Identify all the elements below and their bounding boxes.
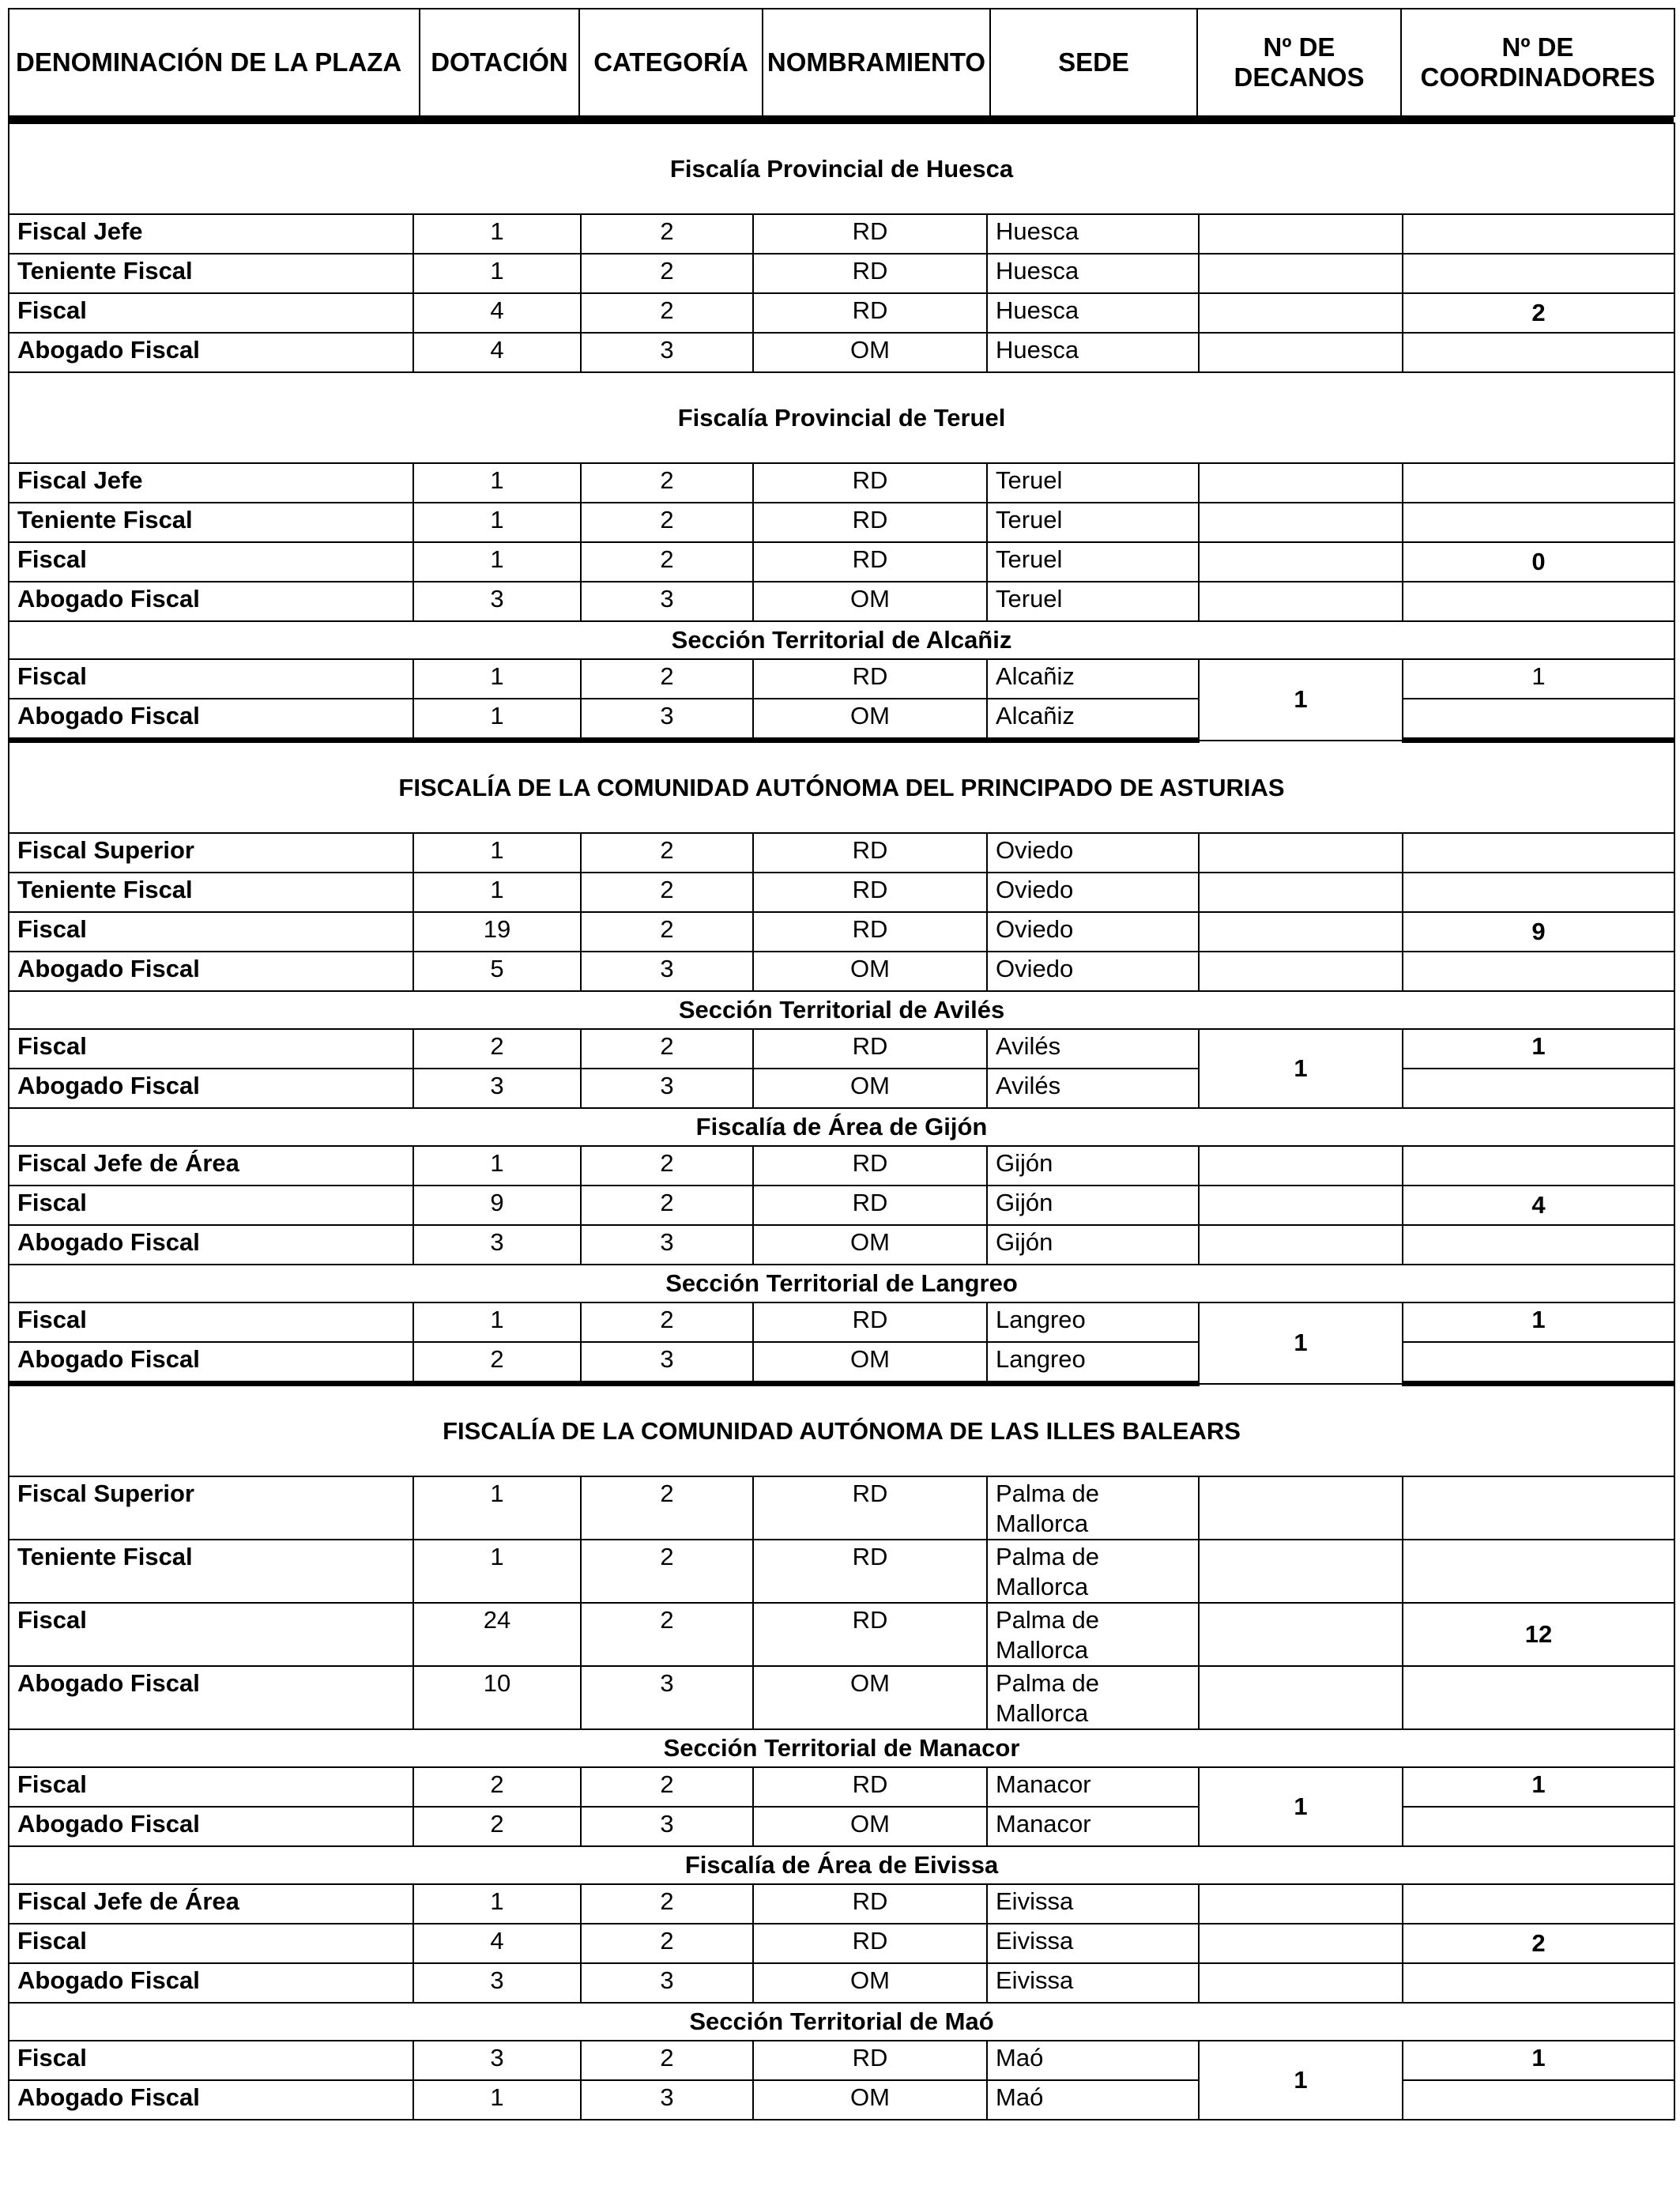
cell-coordinadores [1403,1146,1674,1186]
cell-sede: Maó [987,2080,1199,2120]
cell-sede: Palma de Mallorca [987,1603,1199,1666]
cell-decanos [1199,293,1403,333]
table-body [8,123,1675,2120]
cell-sede: Alcañiz [987,699,1199,741]
cell-nombramiento: RD [753,1029,987,1069]
cell-coordinadores [1403,333,1674,372]
cell-denominacion: Fiscal Jefe de Área [9,1884,413,1924]
cell-decanos [1199,254,1403,293]
cell-denominacion: Fiscal [9,912,413,952]
section-heading-row [9,123,1674,214]
cell-coordinadores [1403,699,1674,741]
cell-sede: Palma de Mallorca [987,1666,1199,1729]
cell-sede: Palma de Mallorca [987,1540,1199,1603]
table-row [9,1924,1674,1963]
cell-nombramiento: RD [753,1884,987,1924]
section-heading-row [9,1265,1674,1302]
cell-decanos: 1 [1199,1767,1403,1846]
cell-coordinadores: 4 [1403,1186,1674,1225]
header-nombramiento: NOMBRAMIENTO [763,9,990,116]
table-row [9,1476,1674,1540]
cell-nombramiento: RD [753,1767,987,1807]
cell-coordinadores [1403,1476,1674,1540]
cell-categoria: 2 [581,254,753,293]
cell-decanos [1199,1540,1403,1603]
cell-nombramiento: OM [753,582,987,621]
cell-denominacion: Fiscal Jefe [9,214,413,254]
cell-categoria: 2 [581,1767,753,1807]
cell-sede: Teruel [987,582,1199,621]
cell-categoria: 2 [581,542,753,582]
cell-coordinadores: 1 [1403,659,1674,699]
header-denominacion: DENOMINACIÓN DE LA PLAZA [9,9,420,116]
cell-nombramiento: OM [753,1963,987,2003]
cell-dotacion: 1 [413,254,581,293]
cell-categoria: 2 [581,1476,753,1540]
cell-coordinadores [1403,833,1674,873]
cell-categoria: 2 [581,873,753,912]
cell-sede: Avilés [987,1069,1199,1108]
cell-sede: Oviedo [987,873,1199,912]
cell-sede: Teruel [987,503,1199,542]
table-row [9,833,1674,873]
cell-dotacion: 10 [413,1666,581,1729]
cell-categoria: 3 [581,1342,753,1384]
table-header [8,8,1675,117]
cell-nombramiento: RD [753,1603,987,1666]
cell-dotacion: 3 [413,1963,581,2003]
cell-categoria: 2 [581,503,753,542]
cell-denominacion: Fiscal Jefe [9,463,413,503]
cell-dotacion: 1 [413,214,581,254]
section-title: Fiscalía de Área de Eivissa [9,1846,1674,1884]
cell-coordinadores: 1 [1403,1767,1674,1807]
section-title: Sección Territorial de Langreo [9,1265,1674,1302]
cell-dotacion: 1 [413,873,581,912]
cell-nombramiento: RD [753,254,987,293]
cell-denominacion: Fiscal [9,293,413,333]
cell-nombramiento: OM [753,699,987,741]
section-heading-row [9,741,1674,834]
cell-decanos [1199,463,1403,503]
table-row [9,1767,1674,1807]
header-coordinadores: Nº DE COORDINADORES [1401,9,1674,116]
table-row [9,214,1674,254]
cell-nombramiento: RD [753,912,987,952]
section-heading-row [9,991,1674,1029]
cell-nombramiento: RD [753,293,987,333]
cell-decanos [1199,1476,1403,1540]
cell-denominacion: Fiscal [9,1302,413,1342]
cell-sede: Palma de Mallorca [987,1476,1199,1540]
table-row [9,1302,1674,1342]
cell-categoria: 2 [581,1186,753,1225]
cell-sede: Huesca [987,293,1199,333]
table-row [9,333,1674,372]
cell-sede: Langreo [987,1342,1199,1384]
cell-coordinadores [1403,254,1674,293]
cell-coordinadores: 2 [1403,293,1674,333]
cell-sede: Eivissa [987,1884,1199,1924]
cell-nombramiento: OM [753,333,987,372]
section-heading-row [9,2003,1674,2041]
cell-sede: Eivissa [987,1924,1199,1963]
cell-decanos [1199,873,1403,912]
cell-decanos [1199,1924,1403,1963]
cell-decanos: 1 [1199,1302,1403,1384]
cell-denominacion: Teniente Fiscal [9,873,413,912]
cell-coordinadores: 2 [1403,1924,1674,1963]
cell-coordinadores [1403,2080,1674,2120]
cell-nombramiento: OM [753,1666,987,1729]
section-heading-row [9,621,1674,659]
table-row [9,1807,1674,1846]
cell-dotacion: 2 [413,1342,581,1384]
cell-nombramiento: RD [753,2041,987,2080]
cell-decanos [1199,912,1403,952]
table-row [9,1029,1674,1069]
cell-coordinadores: 9 [1403,912,1674,952]
section-title: Sección Territorial de Maó [9,2003,1674,2041]
cell-denominacion: Abogado Fiscal [9,2080,413,2120]
cell-denominacion: Abogado Fiscal [9,952,413,991]
cell-categoria: 2 [581,912,753,952]
cell-denominacion: Abogado Fiscal [9,1963,413,2003]
cell-coordinadores [1403,1225,1674,1265]
cell-coordinadores [1403,1666,1674,1729]
cell-categoria: 3 [581,952,753,991]
cell-sede: Langreo [987,1302,1199,1342]
cell-coordinadores [1403,1069,1674,1108]
cell-denominacion: Teniente Fiscal [9,503,413,542]
table-row [9,2041,1674,2080]
table-row [9,1963,1674,2003]
table-row [9,952,1674,991]
section-title: Sección Territorial de Manacor [9,1729,1674,1767]
cell-categoria: 3 [581,1666,753,1729]
table-row [9,254,1674,293]
cell-categoria: 2 [581,463,753,503]
cell-categoria: 2 [581,1540,753,1603]
cell-nombramiento: OM [753,2080,987,2120]
cell-categoria: 2 [581,2041,753,2080]
cell-sede: Oviedo [987,912,1199,952]
cell-dotacion: 1 [413,1540,581,1603]
cell-dotacion: 1 [413,833,581,873]
cell-denominacion: Abogado Fiscal [9,699,413,741]
cell-denominacion: Fiscal [9,1603,413,1666]
cell-sede: Huesca [987,214,1199,254]
cell-denominacion: Teniente Fiscal [9,1540,413,1603]
cell-categoria: 2 [581,1924,753,1963]
cell-denominacion: Abogado Fiscal [9,333,413,372]
table-row [9,1884,1674,1924]
cell-decanos [1199,833,1403,873]
cell-nombramiento: OM [753,1069,987,1108]
cell-nombramiento: RD [753,659,987,699]
table-row [9,293,1674,333]
cell-sede: Huesca [987,254,1199,293]
cell-decanos [1199,582,1403,621]
section-title: Fiscalía de Área de Gijón [9,1108,1674,1146]
table-row [9,1225,1674,1265]
table-row [9,582,1674,621]
header-decanos: Nº DE DECANOS [1197,9,1401,116]
cell-categoria: 3 [581,699,753,741]
header-dotacion: DOTACIÓN [420,9,579,116]
cell-denominacion: Fiscal [9,1924,413,1963]
cell-coordinadores [1403,1342,1674,1384]
table-row [9,873,1674,912]
section-title: Sección Territorial de Avilés [9,991,1674,1029]
cell-coordinadores: 1 [1403,1029,1674,1069]
cell-dotacion: 5 [413,952,581,991]
cell-dotacion: 4 [413,333,581,372]
cell-decanos [1199,542,1403,582]
table-row [9,659,1674,699]
section-title: FISCALÍA DE LA COMUNIDAD AUTÓNOMA DEL PRINCIPADO DE ASTURIAS [9,741,1674,834]
table-row [9,1342,1674,1384]
cell-categoria: 2 [581,214,753,254]
cell-sede: Gijón [987,1225,1199,1265]
section-title: Sección Territorial de Alcañiz [9,621,1674,659]
cell-dotacion: 3 [413,2041,581,2080]
cell-nombramiento: RD [753,1302,987,1342]
cell-denominacion: Abogado Fiscal [9,1666,413,1729]
cell-denominacion: Fiscal Superior [9,1476,413,1540]
table-row [9,1186,1674,1225]
document-page [8,8,1674,2120]
cell-decanos [1199,333,1403,372]
cell-coordinadores [1403,214,1674,254]
cell-denominacion: Abogado Fiscal [9,1807,413,1846]
section-heading-row [9,1729,1674,1767]
cell-coordinadores [1403,952,1674,991]
cell-coordinadores [1403,1963,1674,2003]
section-heading-row [9,1846,1674,1884]
cell-coordinadores: 1 [1403,2041,1674,2080]
cell-nombramiento: OM [753,1342,987,1384]
cell-nombramiento: RD [753,1186,987,1225]
cell-coordinadores [1403,873,1674,912]
cell-nombramiento: RD [753,833,987,873]
cell-nombramiento: RD [753,542,987,582]
cell-categoria: 3 [581,333,753,372]
cell-decanos [1199,214,1403,254]
cell-decanos [1199,1186,1403,1225]
cell-coordinadores [1403,1540,1674,1603]
cell-coordinadores: 1 [1403,1302,1674,1342]
cell-decanos: 1 [1199,1029,1403,1108]
cell-dotacion: 24 [413,1603,581,1666]
cell-nombramiento: RD [753,873,987,912]
cell-dotacion: 1 [413,699,581,741]
cell-categoria: 3 [581,582,753,621]
cell-categoria: 2 [581,1302,753,1342]
cell-dotacion: 1 [413,463,581,503]
cell-sede: Gijón [987,1146,1199,1186]
cell-sede: Manacor [987,1767,1199,1807]
table-row [9,699,1674,741]
cell-dotacion: 3 [413,582,581,621]
cell-denominacion: Fiscal [9,1186,413,1225]
cell-dotacion: 2 [413,1029,581,1069]
cell-nombramiento: OM [753,1225,987,1265]
cell-nombramiento: RD [753,214,987,254]
cell-decanos [1199,503,1403,542]
cell-categoria: 3 [581,1069,753,1108]
table-row [9,463,1674,503]
cell-categoria: 3 [581,1807,753,1846]
cell-sede: Avilés [987,1029,1199,1069]
cell-sede: Teruel [987,463,1199,503]
cell-dotacion: 1 [413,2080,581,2120]
section-title: Fiscalía Provincial de Huesca [9,123,1674,214]
cell-nombramiento: OM [753,952,987,991]
cell-dotacion: 3 [413,1225,581,1265]
cell-dotacion: 4 [413,293,581,333]
cell-dotacion: 19 [413,912,581,952]
section-heading-row [9,1384,1674,1477]
cell-dotacion: 1 [413,542,581,582]
cell-dotacion: 2 [413,1807,581,1846]
cell-coordinadores [1403,463,1674,503]
cell-dotacion: 1 [413,1476,581,1540]
cell-denominacion: Abogado Fiscal [9,582,413,621]
cell-denominacion: Fiscal [9,2041,413,2080]
cell-nombramiento: RD [753,1476,987,1540]
cell-categoria: 2 [581,659,753,699]
cell-dotacion: 1 [413,1146,581,1186]
cell-denominacion: Fiscal Jefe de Área [9,1146,413,1186]
cell-decanos [1199,1666,1403,1729]
cell-decanos: 1 [1199,2041,1403,2120]
cell-decanos [1199,952,1403,991]
cell-denominacion: Abogado Fiscal [9,1342,413,1384]
cell-sede: Gijón [987,1186,1199,1225]
cell-categoria: 2 [581,1029,753,1069]
cell-categoria: 3 [581,2080,753,2120]
cell-denominacion: Fiscal Superior [9,833,413,873]
section-heading-row [9,372,1674,463]
cell-categoria: 2 [581,293,753,333]
cell-dotacion: 1 [413,503,581,542]
cell-denominacion: Abogado Fiscal [9,1225,413,1265]
cell-coordinadores [1403,582,1674,621]
table-row [9,2080,1674,2120]
table-row [9,542,1674,582]
cell-sede: Oviedo [987,833,1199,873]
section-title: Fiscalía Provincial de Teruel [9,372,1674,463]
cell-nombramiento: RD [753,503,987,542]
cell-sede: Manacor [987,1807,1199,1846]
cell-coordinadores: 12 [1403,1603,1674,1666]
cell-coordinadores: 0 [1403,542,1674,582]
cell-decanos [1199,1884,1403,1924]
cell-categoria: 2 [581,1146,753,1186]
table-row [9,503,1674,542]
cell-categoria: 3 [581,1963,753,2003]
cell-decanos [1199,1225,1403,1265]
table-row [9,912,1674,952]
cell-nombramiento: RD [753,1540,987,1603]
cell-coordinadores [1403,503,1674,542]
cell-decanos [1199,1963,1403,2003]
cell-denominacion: Fiscal [9,542,413,582]
table-row [9,1603,1674,1666]
cell-decanos [1199,1146,1403,1186]
cell-nombramiento: OM [753,1807,987,1846]
cell-categoria: 2 [581,833,753,873]
cell-sede: Maó [987,2041,1199,2080]
cell-dotacion: 2 [413,1767,581,1807]
cell-nombramiento: RD [753,1146,987,1186]
cell-categoria: 2 [581,1884,753,1924]
cell-sede: Eivissa [987,1963,1199,2003]
cell-denominacion: Fiscal [9,1767,413,1807]
cell-decanos: 1 [1199,659,1403,741]
cell-dotacion: 1 [413,659,581,699]
cell-sede: Teruel [987,542,1199,582]
table-row [9,1146,1674,1186]
cell-coordinadores [1403,1884,1674,1924]
cell-nombramiento: RD [753,1924,987,1963]
header-categoria: CATEGORÍA [579,9,763,116]
cell-denominacion: Fiscal [9,659,413,699]
cell-decanos [1199,1603,1403,1666]
cell-dotacion: 9 [413,1186,581,1225]
cell-sede: Huesca [987,333,1199,372]
cell-denominacion: Fiscal [9,1029,413,1069]
cell-nombramiento: RD [753,463,987,503]
table-row [9,1540,1674,1603]
cell-dotacion: 3 [413,1069,581,1108]
header-sede: SEDE [990,9,1197,116]
cell-dotacion: 4 [413,1924,581,1963]
section-heading-row [9,1108,1674,1146]
table-row [9,1666,1674,1729]
cell-denominacion: Abogado Fiscal [9,1069,413,1108]
cell-coordinadores [1403,1807,1674,1846]
cell-dotacion: 1 [413,1302,581,1342]
cell-categoria: 2 [581,1603,753,1666]
cell-sede: Alcañiz [987,659,1199,699]
cell-categoria: 3 [581,1225,753,1265]
header-divider [8,117,1674,123]
table-row [9,1069,1674,1108]
cell-sede: Oviedo [987,952,1199,991]
cell-dotacion: 1 [413,1884,581,1924]
section-title: FISCALÍA DE LA COMUNIDAD AUTÓNOMA DE LAS ILLES BALEARS [9,1384,1674,1477]
cell-denominacion: Teniente Fiscal [9,254,413,293]
